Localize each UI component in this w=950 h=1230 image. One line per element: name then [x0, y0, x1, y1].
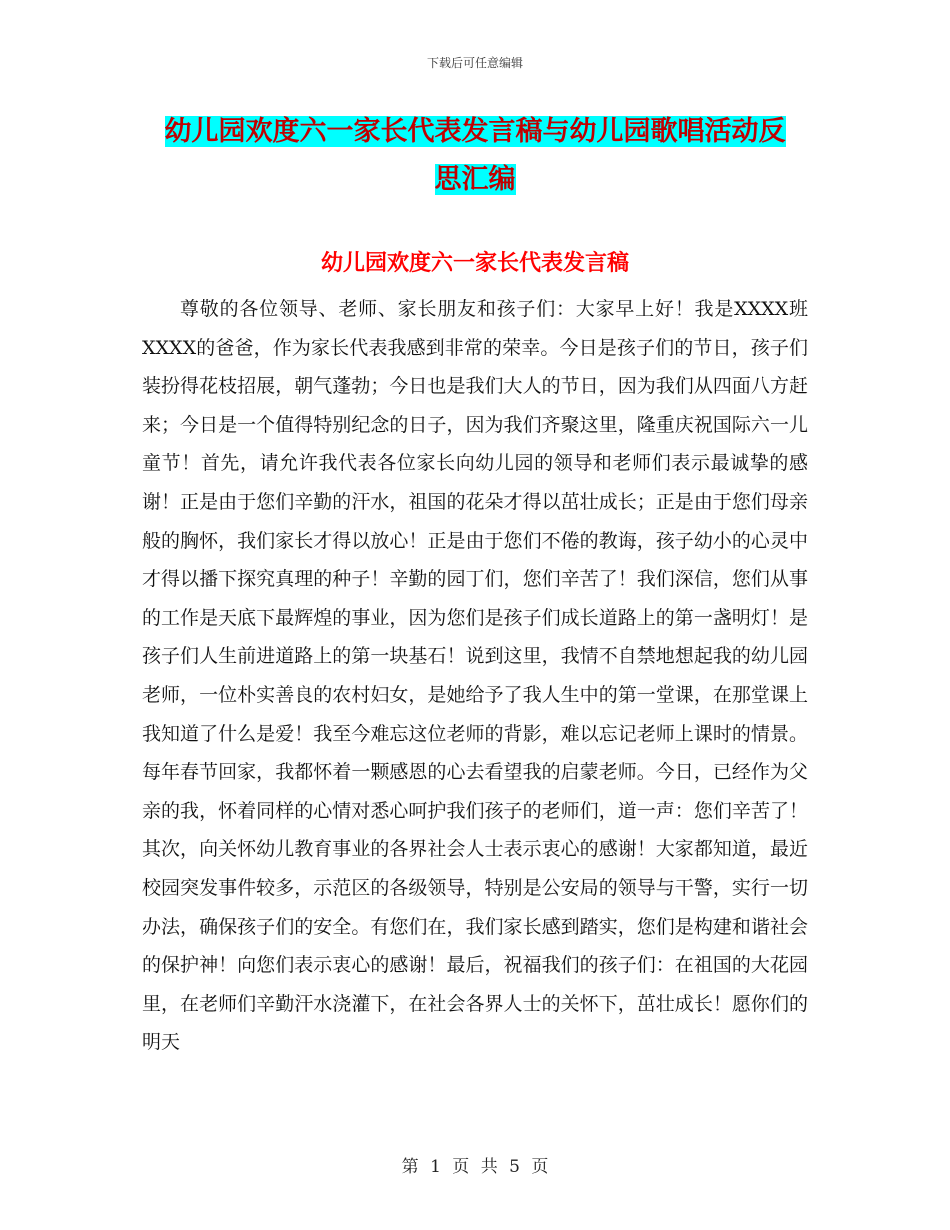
document-title	[140, 108, 810, 204]
document-title-line-1: 幼儿园欢度六一家长代表发言稿与幼儿园歌唱活动反	[164, 116, 786, 147]
page-footer: 第 1 页 共 5 页	[401, 1157, 549, 1177]
document-title-line-2: 思汇编	[434, 164, 516, 195]
header-note: 下载后可任意编辑	[426, 56, 523, 70]
section-title: 幼儿园欢度六一家长代表发言稿	[320, 250, 629, 276]
body-paragraph: 尊敬的各位领导、老师、家长朋友和孩子们：大家早上好！我是XXXX班XXXX的爸爸，作为家长代表我感到非常的荣幸。今日是孩子们的节日，孩子们装扮得花枝招展，朝气蓬勃；今日也是我们大人的节日，因为我们从四面八方赶来；今日是一个值得特别纪念的日子，因为我们齐聚这里，隆重庆祝国际六一儿童节！首先，请允许我代表各位家长向幼儿园的领导和老师们表示最诚挚的感谢！正是由于您们辛勤的汗水，祖国的花朵才得以茁壮成长；正是由于您们母亲般的胸怀，我们家长才得以放心！正是由于您们不倦的教诲，孩子幼小的心灵中才得以播下探究真理的种子！辛勤的园丁们，您们辛苦了！我们深信，您们从事的工作是天底下最辉煌的事业，因为您们是孩子们成长道路上的第一盏明灯！是孩子们人生前进道路上的第一块基石！说到这里，我情不自禁地想起我的幼儿园老师，一位朴实善良的农村妇女，是她给予了我人生中的第一堂课，在那堂课上我知道了什么是爱！我至今难忘这位老师的背影，难以忘记老师上课时的情景。每年春节回家，我都怀着一颗感恩的心去看望我的启蒙老师。今日，已经作为父亲的我，怀着同样的心情对悉心呵护我们孩子的老师们，道一声：您们辛苦了！其次，向关怀幼儿教育事业的各界社会人士表示衷心的感谢！大家都知道，最近校园突发事件较多，示范区的各级领导，特别是公安局的领导与干警，实行一切办法，确保孩子们的安全。有您们在，我们家长感到踏实，您们是构建和谐社会的保护神！向您们表示衷心的感谢！最后，祝福我们的孩子们：在祖国的大花园里，在老师们辛勤汗水浇灌下，在社会各界人士的关怀下，茁壮成长！愿你们的明天	[142, 298, 808, 1054]
